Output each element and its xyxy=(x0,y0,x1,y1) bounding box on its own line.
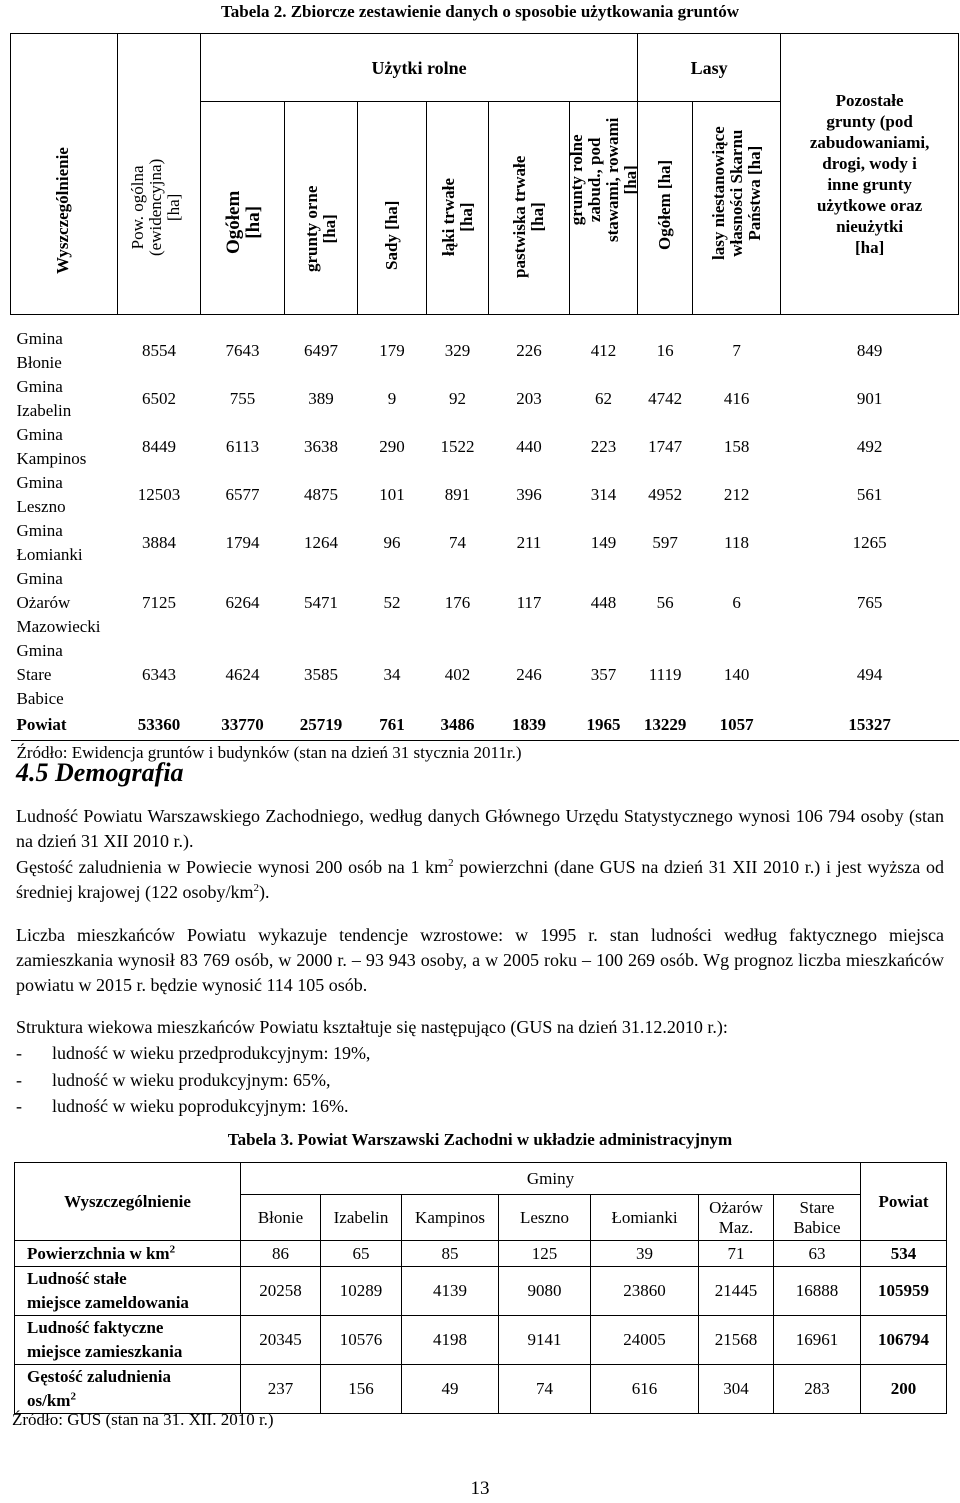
table-row: Gmina Błonie 8554 7643 6497 179 329 226 412 16 7 849 xyxy=(16,328,883,372)
paragraph-trend: Liczba mieszkańców Powiatu wykazuje tendencje wzrostowe: w 1995 r. stan ludności według faktycznego miejsca zamieszkania wynosił 83 769 osób, w 2000 r. – 93 943 osoby, a w 2005 roku – 100 269 osób. Wg prognoz liczba mieszkańców powiatu w 2015 r. będzie wynosić 114 105 osób. xyxy=(16,925,944,995)
page-number: 13 xyxy=(470,1478,490,1499)
table3-caption: Tabela 3. Powiat Warszawski Zachodni w układzie administracyjnym xyxy=(227,1130,733,1149)
list-item: - ludność w wieku poprodukcyjnym: 16%. xyxy=(16,1096,349,1116)
t3-col-blonie: Błonie xyxy=(241,1195,321,1241)
paragraph-structure: Struktura wiekowa mieszkańców Powiatu kształtuje się następująco (GUS na dzień 31.12.2010 r.): xyxy=(16,1017,728,1037)
header-grunty-orne: grunty orne [ha] xyxy=(285,102,358,315)
table2-source: Źródło: Ewidencja gruntów i budynków (stan na dzień 31 stycznia 2011r.) xyxy=(11,741,959,765)
t3-col-kampinos: Kampinos xyxy=(402,1195,499,1241)
t3-header-spec: Wyszczególnienie xyxy=(15,1163,241,1241)
t3-col-leszno: Leszno xyxy=(499,1195,591,1241)
header-spec: Wyszczególnienie xyxy=(11,34,118,315)
header-laki: łąki trwałe [ha] xyxy=(427,102,489,315)
paragraph-density: Gęstość zaludnienia w Powiecie wynosi 200 osób na 1 $km^2$ powierzchni (dane GUS na dzień 31 XII 2010 r.) i jest wyższa od średniej krajowej (122 osoby/$km^2$). xyxy=(16,857,944,902)
table2-caption: Tabela 2. Zbiorcze zestawienie danych o sposobie użytkowania gruntów xyxy=(220,2,740,21)
table-row: Gmina Leszno 12503 6577 4875 101 891 396 314 4952 212 561 xyxy=(16,472,883,516)
total-row: Powiat 53360 33770 25719 761 3486 1839 1965 13229 1057 15327 xyxy=(16,715,891,735)
section-heading: 4.5 Demografia xyxy=(16,758,184,787)
table-row: Gmina Kampinos 8449 6113 3638 290 1522 440 223 1747 158 492 xyxy=(16,424,883,468)
header-lasy: Lasy xyxy=(638,34,781,102)
t3-header-gminy: Gminy xyxy=(241,1163,861,1195)
list-item: - ludność w wieku produkcyjnym: 65%, xyxy=(16,1070,331,1090)
header-uzytki-rolne: Użytki rolne xyxy=(201,34,638,102)
table3-source: Źródło: GUS (stan na 31. XII. 2010 r.) xyxy=(12,1410,274,1429)
header-lasy-niest: lasy niestanowiące własności Skarnu Państwa [ha] xyxy=(693,102,781,315)
table-row: Gmina Ożarów Mazowiecki 7125 6264 5471 52 176 117 448 56 6 765 xyxy=(16,568,883,636)
table-row: Gmina Izabelin 6502 755 389 9 92 203 62 4742 416 901 xyxy=(16,376,883,420)
header-sady: Sady [ha] xyxy=(358,102,427,315)
paragraph-population: Ludność Powiatu Warszawskiego Zachodniego, według danych Głównego Urzędu Statystycznego wynosi 106 794 osoby (stan na dzień 31 XII 2010 r.). xyxy=(16,806,944,851)
land-use-table xyxy=(10,33,959,765)
t3-col-stare-babice: Stare Babice xyxy=(774,1195,861,1241)
header-ogolem: Ogółem [ha] xyxy=(201,102,285,315)
header-pow: Pow. ogólna (ewidencyjna) [ha] xyxy=(118,34,201,315)
administrative-table xyxy=(14,1162,947,1414)
table-row: Gmina Łomianki 3884 1794 1264 96 74 211 149 597 118 1265 xyxy=(16,520,887,564)
table-row: Gmina Stare Babice 6343 4624 3585 34 402 246 357 1119 140 494 xyxy=(16,640,883,708)
table-row: Powierzchnia w $km^2$ 86 65 85 125 39 71 63 534 xyxy=(15,1241,947,1267)
header-lasy-ogolem: Ogółem [ha] xyxy=(638,102,693,315)
t3-col-ozarow: Ożarów Maz. xyxy=(699,1195,774,1241)
header-grunty-zabud: grunty rolne zabud., pod stawami, rowami [ha] xyxy=(570,102,638,315)
t3-header-powiat: Powiat xyxy=(861,1163,947,1241)
list-item: - ludność w wieku przedprodukcyjnym: 19%, xyxy=(16,1043,371,1063)
table-row: Ludność stałe miejsce zameldowania 20258 10289 4139 9080 23860 21445 16888 105959 xyxy=(15,1267,947,1316)
header-pozostale: Pozostałe grunty (pod zabudowaniami, drogi, wody i inne grunty użytkowe oraz nieużytki [ha] xyxy=(781,34,959,315)
table-row: Ludność faktyczne miejsce zamieszkania 20345 10576 4198 9141 24005 21568 16961 106794 xyxy=(15,1316,947,1365)
t3-col-lomianki: Łomianki xyxy=(591,1195,699,1241)
table-row: Gęstość zaludnienia $os/km^2$ 237 156 49 74 616 304 283 200 xyxy=(15,1365,947,1414)
header-pastwiska: pastwiska trwałe [ha] xyxy=(489,102,570,315)
t3-col-izabelin: Izabelin xyxy=(321,1195,402,1241)
